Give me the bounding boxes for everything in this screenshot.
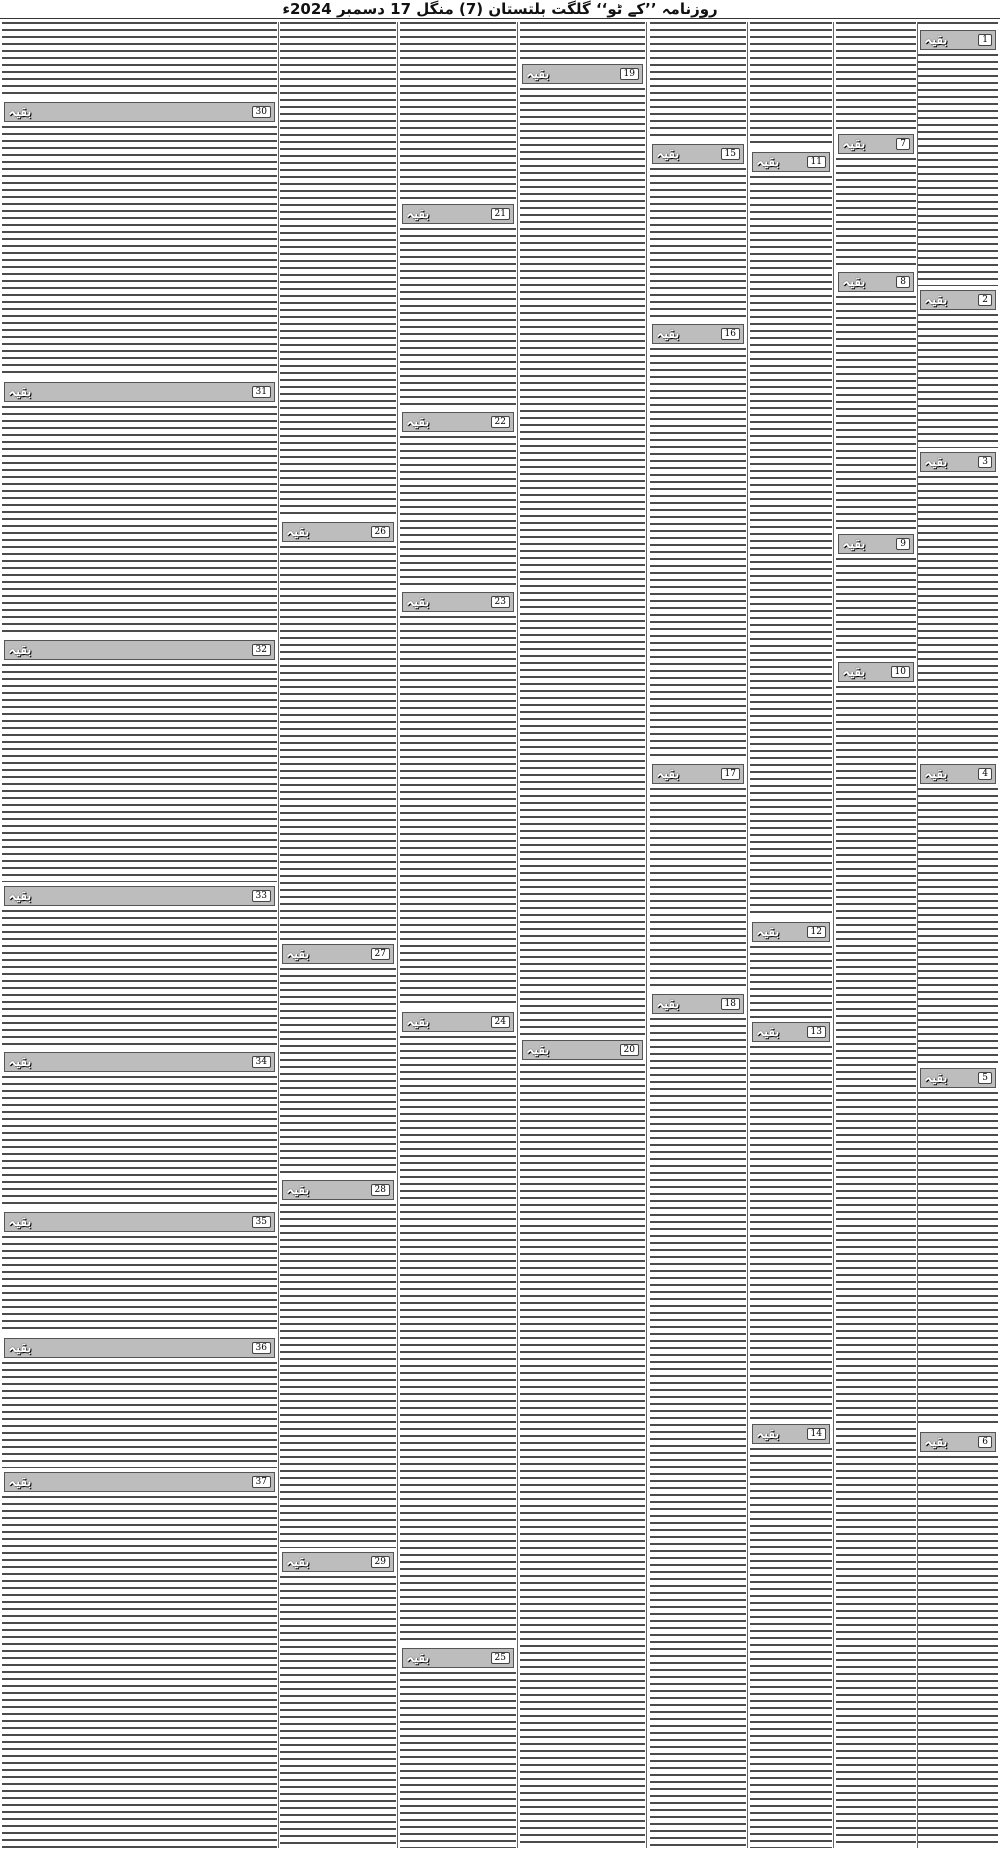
article-text-block	[280, 22, 396, 518]
column-divider	[646, 22, 647, 1848]
continuation-box-27	[282, 944, 394, 964]
article-text-block	[2, 126, 277, 378]
continuation-number: 30	[252, 106, 271, 118]
continuation-number: 31	[252, 386, 271, 398]
continuation-label: بقیہ	[8, 384, 32, 400]
column-divider	[833, 22, 834, 1848]
continuation-box-2	[920, 290, 996, 310]
continuation-number: 6	[978, 1436, 992, 1448]
continuation-label: بقیہ	[286, 1182, 310, 1198]
continuation-box-24	[402, 1012, 514, 1032]
article-text-block	[280, 968, 396, 1176]
continuation-box-21	[402, 204, 514, 224]
continuation-box-36	[4, 1338, 275, 1358]
article-text-block	[650, 168, 746, 320]
continuation-box-30	[4, 102, 275, 122]
article-text-block	[918, 54, 998, 286]
article-text-block	[650, 22, 746, 140]
continuation-number: 2	[978, 294, 992, 306]
article-text-block	[650, 348, 746, 760]
continuation-number: 33	[252, 890, 271, 902]
continuation-label: بقیہ	[924, 292, 948, 308]
continuation-number: 1	[978, 34, 992, 46]
continuation-number: 3	[978, 456, 992, 468]
article-text-block	[2, 1362, 277, 1468]
continuation-label: بقیہ	[656, 996, 680, 1012]
continuation-label: بقیہ	[8, 1054, 32, 1070]
article-text-block	[750, 1448, 832, 1848]
article-text-block	[750, 22, 832, 148]
continuation-box-12	[752, 922, 830, 942]
column-6	[400, 22, 516, 1848]
continuation-label: بقیہ	[526, 66, 550, 82]
column-divider	[517, 22, 518, 1848]
continuation-box-20	[522, 1040, 643, 1060]
column-divider	[397, 22, 398, 1848]
continuation-number: 10	[891, 666, 910, 678]
continuation-label: بقیہ	[656, 326, 680, 342]
continuation-label: بقیہ	[924, 766, 948, 782]
continuation-number: 24	[491, 1016, 510, 1028]
continuation-label: بقیہ	[842, 136, 866, 152]
continuation-box-7	[838, 134, 914, 154]
article-text-block	[520, 1064, 645, 1848]
continuation-number: 19	[620, 68, 639, 80]
continuation-number: 4	[978, 768, 992, 780]
article-text-block	[520, 88, 645, 1036]
continuation-label: بقیہ	[286, 524, 310, 540]
column-4	[650, 22, 746, 1848]
continuation-label: بقیہ	[406, 1014, 430, 1030]
continuation-number: 25	[491, 1652, 510, 1664]
continuation-label: بقیہ	[756, 154, 780, 170]
continuation-box-33	[4, 886, 275, 906]
continuation-number: 16	[721, 328, 740, 340]
continuation-label: بقیہ	[406, 594, 430, 610]
column-divider	[278, 22, 279, 1848]
article-text-block	[918, 314, 998, 448]
continuation-number: 20	[620, 1044, 639, 1056]
article-text-block	[2, 664, 277, 882]
continuation-number: 14	[807, 1428, 826, 1440]
article-text-block	[650, 1018, 746, 1848]
column-divider	[917, 22, 918, 1848]
continuation-label: بقیہ	[924, 454, 948, 470]
article-text-block	[280, 546, 396, 940]
continuation-box-25	[402, 1648, 514, 1668]
article-text-block	[836, 558, 916, 658]
continuation-number: 5	[978, 1072, 992, 1084]
continuation-number: 21	[491, 208, 510, 220]
continuation-number: 15	[721, 148, 740, 160]
continuation-box-13	[752, 1022, 830, 1042]
continuation-label: بقیہ	[924, 1434, 948, 1450]
continuation-label: بقیہ	[8, 104, 32, 120]
continuation-label: بقیہ	[406, 414, 430, 430]
column-3	[750, 22, 832, 1848]
page-header	[0, 0, 1000, 18]
continuation-number: 34	[252, 1056, 271, 1068]
continuation-label: بقیہ	[406, 1650, 430, 1666]
continuation-box-22	[402, 412, 514, 432]
continuation-number: 26	[371, 526, 390, 538]
column-divider	[747, 22, 748, 1848]
article-text-block	[750, 176, 832, 918]
continuation-box-4	[920, 764, 996, 784]
article-text-block	[918, 476, 998, 760]
continuation-label: بقیہ	[756, 1024, 780, 1040]
continuation-label: بقیہ	[406, 206, 430, 222]
article-text-block	[400, 1672, 516, 1848]
continuation-box-14	[752, 1424, 830, 1444]
continuation-number: 11	[807, 156, 826, 168]
continuation-box-23	[402, 592, 514, 612]
continuation-number: 22	[491, 416, 510, 428]
article-text-block	[2, 1496, 277, 1848]
continuation-box-37	[4, 1472, 275, 1492]
continuation-number: 35	[252, 1216, 271, 1228]
article-text-block	[520, 22, 645, 60]
article-text-block	[2, 406, 277, 636]
continuation-box-18	[652, 994, 744, 1014]
continuation-label: بقیہ	[842, 274, 866, 290]
continuation-number: 9	[896, 538, 910, 550]
article-text-block	[918, 788, 998, 1064]
column-5	[520, 22, 645, 1848]
article-text-block	[400, 228, 516, 408]
continuation-box-11	[752, 152, 830, 172]
column-8	[2, 22, 277, 1848]
article-text-block	[2, 1076, 277, 1208]
column-7	[280, 22, 396, 1848]
column-2	[836, 22, 916, 1848]
article-text-block	[400, 616, 516, 1008]
article-text-block	[750, 946, 832, 1018]
continuation-label: بقیہ	[8, 642, 32, 658]
article-text-block	[918, 22, 998, 26]
article-text-block	[918, 1092, 998, 1428]
continuation-label: بقیہ	[924, 1070, 948, 1086]
continuation-number: 36	[252, 1342, 271, 1354]
continuation-box-29	[282, 1552, 394, 1572]
article-text-block	[280, 1204, 396, 1548]
continuation-label: بقیہ	[8, 1474, 32, 1490]
continuation-box-19	[522, 64, 643, 84]
continuation-label: بقیہ	[842, 536, 866, 552]
continuation-box-3	[920, 452, 996, 472]
article-text-block	[280, 1576, 396, 1848]
continuation-number: 29	[371, 1556, 390, 1568]
continuation-box-31	[4, 382, 275, 402]
article-text-block	[2, 1236, 277, 1334]
article-text-block	[836, 686, 916, 1848]
continuation-box-9	[838, 534, 914, 554]
article-text-block	[918, 1456, 998, 1848]
continuation-number: 28	[371, 1184, 390, 1196]
continuation-number: 13	[807, 1026, 826, 1038]
continuation-label: بقیہ	[842, 664, 866, 680]
article-text-block	[836, 296, 916, 530]
continuation-label: بقیہ	[286, 1554, 310, 1570]
article-text-block	[400, 436, 516, 588]
continuation-label: بقیہ	[8, 1340, 32, 1356]
continuation-box-15	[652, 144, 744, 164]
continuation-box-35	[4, 1212, 275, 1232]
article-text-block	[836, 22, 916, 130]
article-text-block	[2, 910, 277, 1048]
continuation-label: بقیہ	[756, 924, 780, 940]
article-text-block	[400, 22, 516, 200]
article-text-block	[400, 1036, 516, 1644]
continuation-label: بقیہ	[656, 766, 680, 782]
continuation-box-34	[4, 1052, 275, 1072]
continuation-label: بقیہ	[286, 946, 310, 962]
continuation-number: 12	[807, 926, 826, 938]
continuation-box-16	[652, 324, 744, 344]
continuation-box-26	[282, 522, 394, 542]
continuation-label: بقیہ	[8, 888, 32, 904]
continuation-box-6	[920, 1432, 996, 1452]
header-divider	[0, 18, 1000, 19]
newspaper-title: روزنامہ ’’کے ٹو‘‘ گلگت بلتستان (7) منگل 17 دسمبر 2024ء	[282, 0, 718, 18]
continuation-box-28	[282, 1180, 394, 1200]
continuation-box-5	[920, 1068, 996, 1088]
continuation-label: بقیہ	[756, 1426, 780, 1442]
continuation-number: 7	[896, 138, 910, 150]
continuation-number: 17	[721, 768, 740, 780]
article-text-block	[650, 788, 746, 990]
continuation-number: 8	[896, 276, 910, 288]
continuation-number: 37	[252, 1476, 271, 1488]
continuation-number: 18	[721, 998, 740, 1010]
continuation-box-10	[838, 662, 914, 682]
column-1	[918, 22, 998, 1848]
continuation-number: 32	[252, 644, 271, 656]
continuation-box-1	[920, 30, 996, 50]
continuation-label: بقیہ	[924, 32, 948, 48]
continuation-label: بقیہ	[526, 1042, 550, 1058]
continuation-box-32	[4, 640, 275, 660]
continuation-number: 23	[491, 596, 510, 608]
continuation-label: بقیہ	[8, 1214, 32, 1230]
continuation-box-8	[838, 272, 914, 292]
article-text-block	[836, 158, 916, 268]
article-text-block	[750, 1046, 832, 1420]
continuation-label: بقیہ	[656, 146, 680, 162]
article-text-block	[2, 22, 277, 98]
continuation-number: 27	[371, 948, 390, 960]
continuation-box-17	[652, 764, 744, 784]
